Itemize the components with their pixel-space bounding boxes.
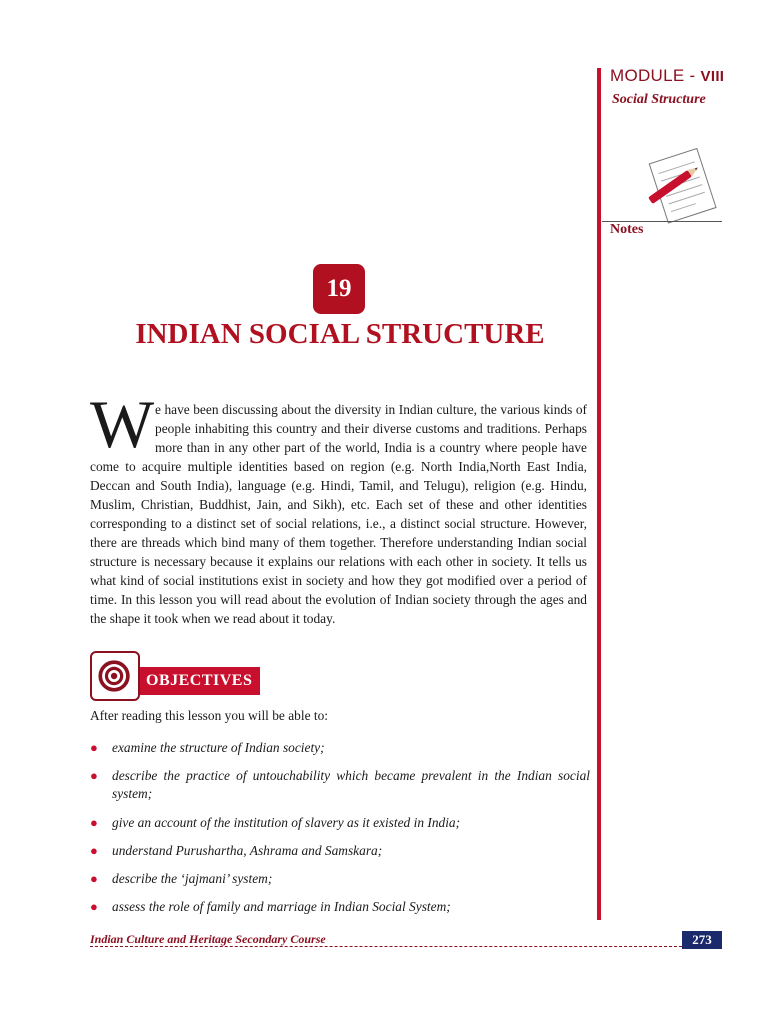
module-number: VIII (700, 68, 725, 85)
list-item (90, 767, 590, 803)
bullet-icon: ● (90, 871, 98, 886)
list-item-text: assess the role of family and marriage in Indian Social System; (112, 899, 451, 914)
intro-line: people inhabiting this country and their diverse customs and traditions. Perhaps (155, 421, 587, 436)
intro-line: what kind of social institutions exist in society and how they got modified over a period of (90, 573, 587, 588)
intro-line: there are threads which bind many of them together. Therefore understanding Indian social (90, 535, 587, 550)
intro-line: the shape it took when we read about it today. (90, 611, 336, 626)
objectives-heading: OBJECTIVES (140, 667, 260, 695)
notes-label: Notes (610, 222, 644, 237)
chapter-title: INDIAN SOCIAL STRUCTURE (135, 318, 545, 350)
list-item-text: understand Purushartha, Ashrama and Samskara; (112, 843, 383, 858)
list-item (90, 842, 590, 860)
intro-line: structure is necessary because it explains our relations with each other in society. It tells us (90, 554, 587, 569)
intro-line: corresponding to a distinct set of social relations, i.e., a distinct social structure. However, (90, 516, 587, 531)
intro-line: Deccan and South India), language (e.g. Hindi, Tamil, and Telugu), religion (e.g. Hindu, (90, 478, 587, 493)
module-label (610, 66, 724, 86)
page-number: 273 (682, 931, 722, 949)
intro-line: time. In this lesson you will read about the evolution of Indian society through the ages and (90, 592, 587, 607)
intro-line: more than in any other part of the world, India is a country where people have (155, 440, 587, 455)
list-item-text: describe the ‘jajmani’ system; (112, 871, 273, 886)
footer-divider (90, 946, 682, 947)
footer-course-title: Indian Culture and Heritage Secondary Course (90, 932, 326, 946)
list-item (90, 898, 590, 916)
bullet-icon: ● (90, 899, 98, 914)
bullet-icon: ● (90, 768, 98, 783)
bullet-icon: ● (90, 740, 98, 755)
module-prefix: MODULE - (610, 66, 701, 85)
list-item (90, 739, 590, 757)
list-item-text: examine the structure of Indian society; (112, 740, 325, 755)
chapter-number: 19 (313, 264, 365, 314)
module-subtitle: Social Structure (612, 92, 706, 107)
list-item (90, 870, 590, 888)
objectives-intro: After reading this lesson you will be able to: (90, 708, 329, 723)
list-item-text: give an account of the institution of slavery as it existed in India; (112, 815, 461, 830)
target-icon (90, 651, 140, 701)
intro-line: e have been discussing about the diversity in Indian culture, the various kinds of (155, 402, 587, 417)
paper-and-pen-icon (640, 145, 725, 230)
margin-rule (597, 68, 601, 920)
intro-line: Muslim, Christian, Buddhist, Jain, and Sikh), etc. Each set of these and other identities (90, 497, 587, 512)
bullet-icon: ● (90, 843, 98, 858)
list-item-text: describe the practice of untouchability which became prevalent in the Indian social system; (112, 768, 590, 801)
intro-line: come to acquire multiple identities based on region (e.g. North India,North East India, (90, 459, 587, 474)
drop-cap: W (90, 386, 155, 462)
list-item (90, 814, 590, 832)
bullet-icon: ● (90, 815, 98, 830)
